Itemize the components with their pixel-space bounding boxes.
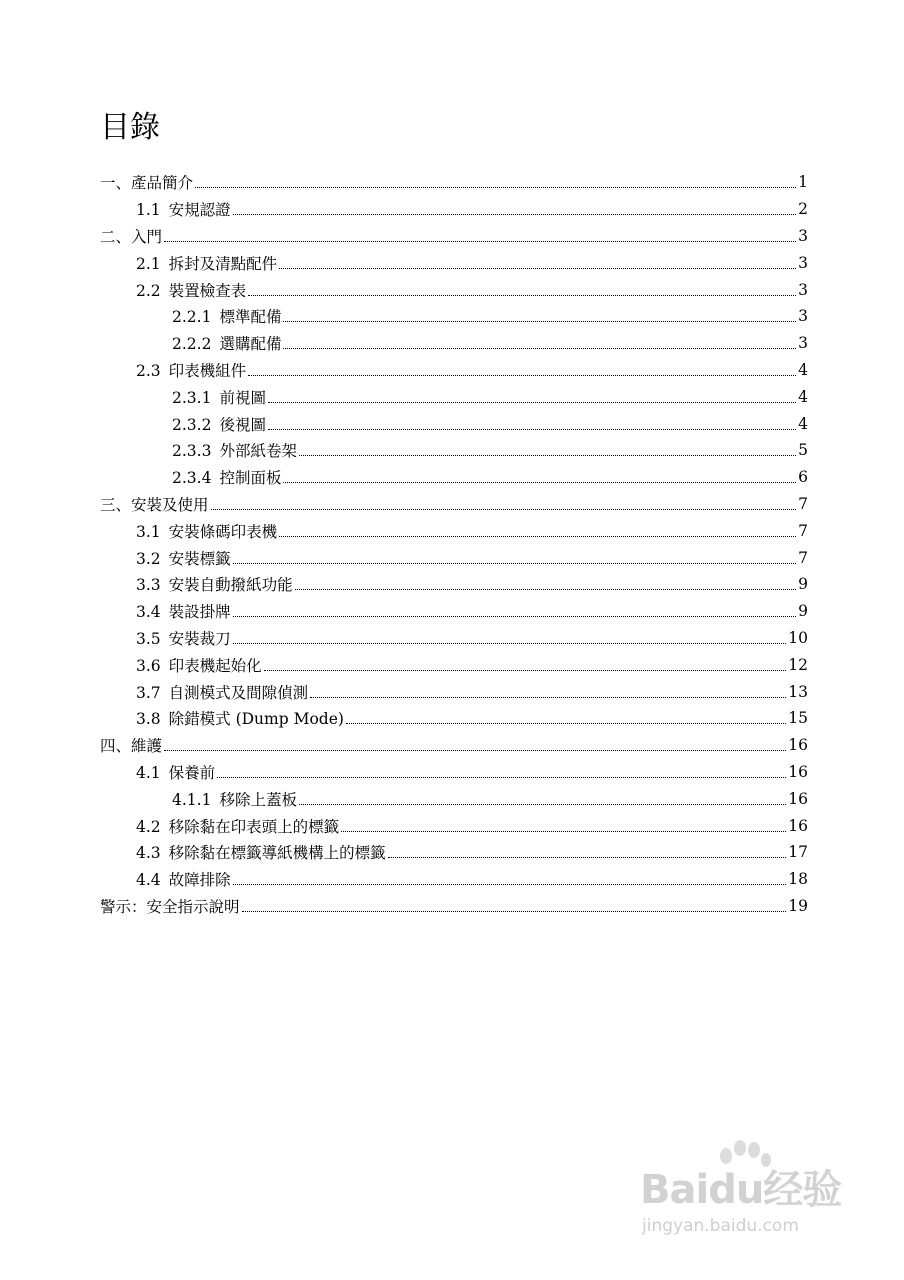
toc-entry[interactable] <box>100 491 808 518</box>
toc-entry[interactable] <box>136 759 808 786</box>
toc-leader-dots <box>233 883 787 885</box>
toc-entry-label <box>100 493 209 515</box>
toc-entry-page: 3 <box>798 280 808 299</box>
toc-entry-page: 2 <box>798 200 808 219</box>
toc-entry-label <box>136 547 231 569</box>
toc-entry-text: 印表機起始化 <box>168 656 262 675</box>
toc-entry-number: 2.2 <box>136 281 161 300</box>
toc-entry-page: 16 <box>788 762 808 781</box>
toc-entry-page: 15 <box>788 709 808 728</box>
toc-entry-label <box>136 359 246 381</box>
toc-entry-page: 16 <box>788 789 808 808</box>
toc-entry-number: 2.2.1 <box>172 308 212 327</box>
toc-entry-number: 3.5 <box>136 629 161 648</box>
toc-entry-page: 9 <box>798 602 808 621</box>
toc-entry-label <box>172 466 281 488</box>
watermark <box>640 1140 860 1250</box>
toc-entry-text: 標準配備 <box>219 308 282 327</box>
toc-entry-number: 2.2.2 <box>172 335 212 354</box>
toc-entry-text: 拆封及清點配件 <box>168 254 278 273</box>
toc-entry-label <box>172 788 297 810</box>
toc-entry-label <box>136 681 308 703</box>
toc-leader-dots <box>299 454 796 456</box>
toc-entry-page: 3 <box>798 334 808 353</box>
toc-entry[interactable] <box>100 169 808 196</box>
toc-leader-dots <box>283 481 796 483</box>
toc-entry[interactable] <box>136 196 808 223</box>
toc-entry-page: 4 <box>798 387 808 406</box>
toc-entry-number: 4.4 <box>136 871 161 890</box>
toc-entry[interactable] <box>136 705 808 732</box>
toc-entry-page: 7 <box>798 494 808 513</box>
toc-leader-dots <box>248 374 796 376</box>
toc-entry-label <box>172 413 266 435</box>
toc-entry-label <box>136 600 231 622</box>
toc-entry[interactable] <box>136 276 808 303</box>
toc-entry-page: 7 <box>798 521 808 540</box>
toc-entry-number: 4.1.1 <box>172 790 212 809</box>
toc-entry[interactable] <box>136 598 808 625</box>
toc-entry[interactable] <box>136 517 808 544</box>
toc-entry-label <box>136 573 293 595</box>
toc-entry[interactable] <box>172 410 808 437</box>
toc-entry[interactable] <box>136 866 808 893</box>
toc-entry-text: 二、入門 <box>100 227 163 246</box>
toc-entry[interactable] <box>172 383 808 410</box>
toc-entry-number: 3.1 <box>136 522 161 541</box>
toc-entry[interactable] <box>172 303 808 330</box>
toc-entry-page: 9 <box>798 575 808 594</box>
toc-entry-number: 2.3.2 <box>172 415 212 434</box>
toc-entry-text: 安裝裁刀 <box>168 629 231 648</box>
toc-leader-dots <box>242 910 787 912</box>
toc-entry-label <box>136 841 386 863</box>
watermark-url: jingyan.baidu.com <box>642 1216 799 1236</box>
toc-leader-dots <box>299 803 786 805</box>
toc-entry-number: 3.6 <box>136 656 161 675</box>
toc-entry[interactable] <box>136 544 808 571</box>
toc-entry[interactable] <box>172 437 808 464</box>
toc-entry[interactable] <box>136 625 808 652</box>
toc-entry[interactable] <box>172 330 808 357</box>
toc-entry-text: 移除黏在印表頭上的標籤 <box>168 817 340 836</box>
toc-entry-label <box>136 279 246 301</box>
toc-leader-dots <box>279 267 796 269</box>
toc-entry[interactable] <box>136 812 808 839</box>
page-title: 目錄 <box>100 110 160 145</box>
toc-entry-label <box>172 332 281 354</box>
toc-leader-dots <box>233 615 796 617</box>
toc-entry-text: 裝設掛牌 <box>168 603 231 622</box>
toc-entry-number: 4.3 <box>136 844 161 863</box>
toc-leader-dots <box>283 320 796 322</box>
toc-entry-text: 移除上蓋板 <box>219 790 297 809</box>
toc-entry-text: 故障排除 <box>168 871 231 890</box>
toc-entry[interactable] <box>100 223 808 250</box>
toc-entry-text: 安裝條碼印表機 <box>168 522 278 541</box>
toc-entry-page: 7 <box>798 548 808 567</box>
toc-entry-text: 外部紙卷架 <box>219 442 297 461</box>
toc-entry-number: 4.1 <box>136 763 161 782</box>
toc-entry-text: 安裝標籤 <box>168 549 231 568</box>
toc-entry-text: 前視圖 <box>219 388 266 407</box>
toc-entry-text: 移除黏在標籤導紙機構上的標籤 <box>168 844 386 863</box>
toc-leader-dots <box>164 749 786 751</box>
toc-entry-label <box>136 815 339 837</box>
toc-entry[interactable] <box>136 678 808 705</box>
toc-entry-page: 12 <box>788 655 808 674</box>
toc-entry-text: 安裝自動撥紙功能 <box>168 576 293 595</box>
toc-leader-dots <box>217 776 786 778</box>
toc-entry-number: 3.3 <box>136 576 161 595</box>
watermark-logo: Baidu经验 <box>640 1167 842 1213</box>
toc-entry-label <box>172 386 266 408</box>
toc-leader-dots <box>295 588 796 590</box>
toc-entry[interactable] <box>136 357 808 384</box>
toc-entry[interactable] <box>136 651 808 678</box>
toc-entry-label <box>136 761 215 783</box>
toc-leader-dots <box>211 508 797 510</box>
toc-entry-label <box>136 707 344 729</box>
toc-leader-dots <box>268 428 796 430</box>
toc-entry-label <box>100 225 162 247</box>
toc-entry[interactable] <box>136 839 808 866</box>
toc-entry-number: 3.2 <box>136 549 161 568</box>
toc-entry-page: 5 <box>798 441 808 460</box>
toc-entry[interactable] <box>172 464 808 491</box>
toc-entry-text: 保養前 <box>168 763 216 782</box>
toc-entry-page: 13 <box>788 682 808 701</box>
toc-entry-page: 3 <box>798 253 808 272</box>
toc-leader-dots <box>233 213 796 215</box>
toc-entry-number: 3.4 <box>136 603 161 622</box>
toc-leader-dots <box>268 401 796 403</box>
toc-leader-dots <box>264 669 787 671</box>
toc-entry-label <box>100 734 162 756</box>
toc-entry[interactable] <box>136 571 808 598</box>
toc-entry[interactable] <box>136 249 808 276</box>
toc-leader-dots <box>283 347 796 349</box>
toc-entry-page: 4 <box>798 414 808 433</box>
toc-entry-text: 裝置檢查表 <box>168 281 247 300</box>
toc-entry-text: 警示：安全指示說明 <box>100 897 240 916</box>
toc-entry-number: 4.2 <box>136 817 161 836</box>
toc-leader-dots <box>233 642 787 644</box>
toc-entry-text: 印表機組件 <box>168 361 247 380</box>
toc-entry-page: 16 <box>788 736 808 755</box>
toc-entry-page: 18 <box>788 870 808 889</box>
toc-leader-dots <box>341 830 786 832</box>
toc-leader-dots <box>279 535 796 537</box>
toc-entry-page: 3 <box>798 307 808 326</box>
toc-entry-label <box>136 520 277 542</box>
toc-entry-text: 三、安裝及使用 <box>100 495 209 514</box>
toc-entry-page: 17 <box>788 843 808 862</box>
toc-entry-number: 2.3.4 <box>172 469 212 488</box>
toc-entry-page: 6 <box>798 468 808 487</box>
toc-entry-text: 自測模式及間隙偵測 <box>168 683 309 702</box>
toc-entry-page: 19 <box>788 896 808 915</box>
toc-entry-label <box>136 627 231 649</box>
toc-entry-page: 16 <box>788 816 808 835</box>
toc-entry-text: 選購配備 <box>219 335 282 354</box>
toc-leader-dots <box>388 856 787 858</box>
toc-entry-number: 2.1 <box>136 254 161 273</box>
toc-entry-label <box>172 439 297 461</box>
toc-entry-number: 2.3.1 <box>172 388 212 407</box>
toc-entry-text: 控制面板 <box>219 469 282 488</box>
toc-leader-dots <box>164 240 796 242</box>
toc-entry-label <box>136 252 277 274</box>
toc-entry-label <box>100 895 240 917</box>
toc-entry-label <box>136 654 262 676</box>
toc-entry-page: 1 <box>798 173 808 192</box>
toc-entry-text: 後視圖 <box>219 415 266 434</box>
toc-leader-dots <box>195 186 796 188</box>
toc-entry-page: 4 <box>798 360 808 379</box>
toc-entry-number: 2.3 <box>136 361 161 380</box>
toc-entry-page: 3 <box>798 226 808 245</box>
toc-entry[interactable] <box>100 893 808 920</box>
toc-entry-label <box>172 305 281 327</box>
toc-entry[interactable] <box>172 785 808 812</box>
toc-entry-number: 3.7 <box>136 683 161 702</box>
toc-entry-label <box>100 171 193 193</box>
toc-entry-label <box>136 198 231 220</box>
toc-entry[interactable] <box>100 732 808 759</box>
toc-entry-text: 安規認證 <box>168 201 231 220</box>
toc-entry-number: 1.1 <box>136 201 161 220</box>
toc-leader-dots <box>310 696 786 698</box>
toc-entry-text: 除錯模式 (Dump Mode) <box>168 710 344 729</box>
toc-entry-text: 四、維護 <box>100 737 163 756</box>
toc-entry-number: 2.3.3 <box>172 442 212 461</box>
toc-entry-number: 3.8 <box>136 710 161 729</box>
toc-leader-dots <box>346 722 786 724</box>
toc-entry-page: 10 <box>788 628 808 647</box>
toc-leader-dots <box>233 562 796 564</box>
toc-leader-dots <box>248 294 796 296</box>
toc-entry-label <box>136 868 231 890</box>
toc-entry-text: 一、產品簡介 <box>100 174 194 193</box>
